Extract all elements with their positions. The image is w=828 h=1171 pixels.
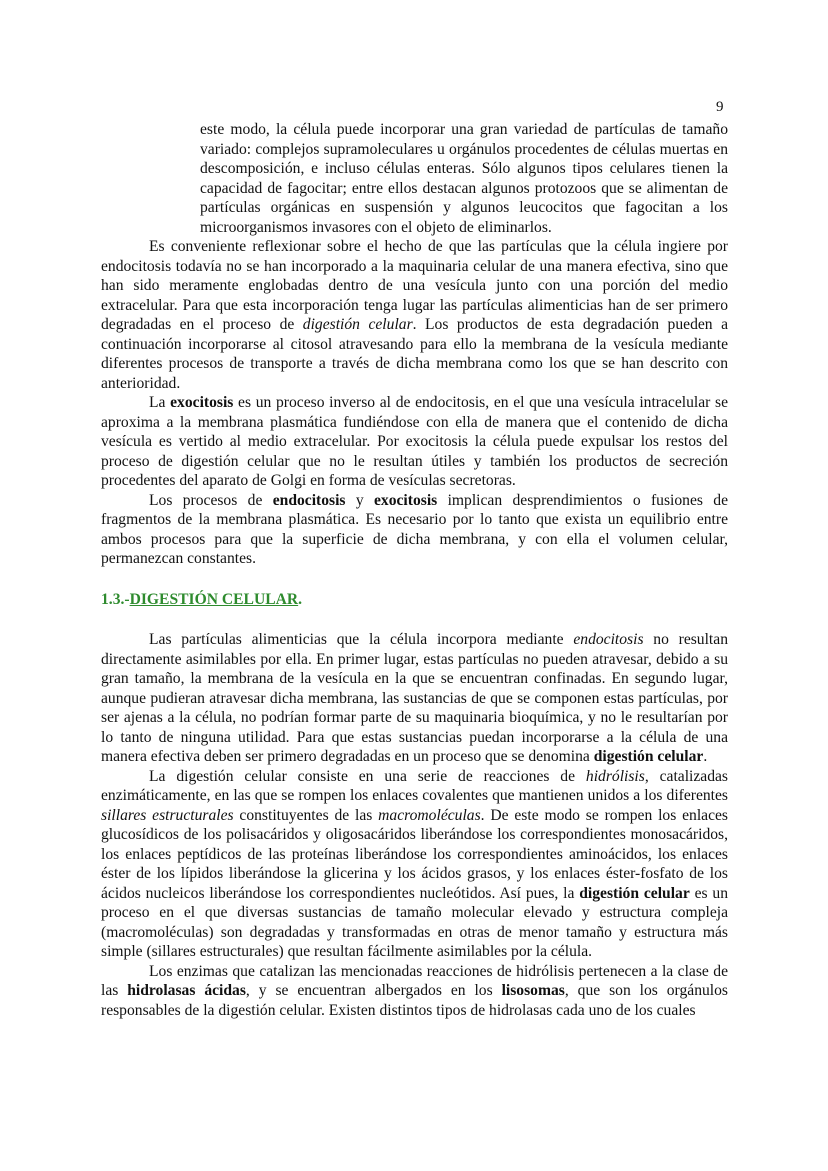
paragraph-phagocytosis-continued: este modo, la célula puede incorporar una gran variedad de partículas de tamaño variado: complejos supramoleculares u orgánulos procedentes de células muertas en descomposición, e incluso células enteras. Sólo algunos tipos celulares tienen la capacidad de fagocitar; entre ellos destacan algunos protozoos que se alimentan de partículas orgánicas en suspensión y algunos leucocitos que fagocitan a los microorganismos invasores con el objeto de eliminarlos. [200, 121, 728, 236]
paragraph-endocytosis-reflection: Es conveniente reflexionar sobre el hecho de que las partículas que la célula ingiere por endocitosis todavía no se han incorporado a la maquinaria celular de una manera efectiva, sino que han sido meramente englobadas dentro de una vesícula junto con una porción del medio extracelular. Para que esta incorporación tenga lugar las partículas alimenticias han de ser primero degradadas en el proceso de digestión celular. Los productos de esta degradación pueden a continuación incorporarse al citosol atravesando para ello la membrana de la vesícula mediante diferentes procesos de transporte a través de dicha membrana como los que se han descrito con anterioridad. [101, 238, 728, 392]
document-body [101, 120, 728, 1020]
paragraph-membrane-balance: Los procesos de endocitosis y exocitosis implican desprendimientos o fusiones de fragmentos de la membrana plasmática. Es necesario por lo tanto que exista un equilibrio entre ambos procesos para que la superficie de dicha membrana, y con ella el volumen celular, permanezcan constantes. [101, 491, 729, 567]
term-exocitosis: exocitosis [170, 394, 234, 411]
paragraph-hydrolases: Los enzimas que catalizan las mencionadas reacciones de hidrólisis pertenecen a la clase de las hidrolasas ácidas, y se encuentran albergados en los lisosomas, que son los orgánulos responsables de la digestión celular. Existen distintos tipos de hidrolasas cada uno de los cuales [101, 962, 728, 1019]
paragraph-exocytosis: La exocitosis es un proceso inverso al de endocitosis, en el que una vesícula intracelular se aproxima a la membrana plasmática fundiéndose con ella de manera que el contenido de dicha vesícula es vertido al medio extracelular. Por exocitosis la célula puede expulsar los restos del proceso de digestión celular que no le resultan útiles y también los productos de secreción procedentes del aparato de Golgi en forma de vesículas secretoras. [101, 394, 728, 489]
term-exocitosis: exocitosis [374, 491, 438, 509]
term-hidrolasas-acidas: hidrolasas ácidas [127, 982, 246, 999]
paragraph-digestion-intro: Las partículas alimenticias que la célula incorpora mediante endocitosis no resultan directamente asimilables por ella. En primer lugar, estas partículas no pueden atravesar, debido a su gran tamaño, la membrana de la vesícula en la que se encuentran confinadas. En segundo lugar, aunque pudieran atravesar dicha membrana, las sustancias de que se componen estas partículas, por ser ajenas a la célula, no podrían formar parte de su maquinaria bioquímica, y no le resultarían por lo tanto de ninguna utilidad. Para que estas sustancias puedan incorporarse a la célula de una manera efectiva deben ser primero degradadas en un proceso que se denomina digestión celular. [101, 631, 728, 765]
section-title: DIGESTIÓN CELULAR [129, 590, 299, 608]
term-endocitosis-italic: endocitosis [573, 631, 644, 648]
term-digestion-celular-bold: digestión celular [593, 748, 704, 765]
term-macromoleculas: macromoléculas [378, 806, 481, 824]
page-number: 9 [716, 99, 724, 115]
term-digestion-celular-bold-2: digestión celular [579, 884, 690, 902]
paragraph-hydrolysis: La digestión celular consiste en una serie de reacciones de hidrólisis, catalizadas enzimáticamente, en las que se rompen los enlaces covalentes que mantienen unidos a los diferentes sillares estructurales constituyentes de las macromoléculas. De este modo se rompen los enlaces glucosídicos de los polisacáridos y oligosacáridos liberándose los correspondientes monosacáridos, los enlaces peptídicos de las proteínas liberándose los correspondientes aminoácidos, los enlaces éster de los lípidos liberándose la glicerina y los ácidos grasos, y los enlaces éster-fosfato de los ácidos nucleicos liberándose los correspondientes nucleótidos. Así pues, la digestión celular es un proceso en el que diversas sustancias de tamaño molecular elevado y estructura compleja (macromoléculas) son degradadas y transformadas en otras de menor tamaño y estructura más simple (sillares estructurales) que resultan fácilmente asimilables por la célula. [101, 767, 729, 960]
term-digestion-celular: digestión celular [302, 316, 413, 333]
section-number: 1.3.- [101, 590, 130, 608]
section-heading: 1.3.-DIGESTIÓN CELULAR. [101, 590, 303, 608]
term-lisosomas: lisosomas [501, 982, 565, 999]
term-endocitosis: endocitosis [272, 491, 346, 509]
term-sillares-estructurales: sillares estructurales [101, 806, 234, 824]
term-hidrolisis: hidrólisis [585, 767, 645, 785]
